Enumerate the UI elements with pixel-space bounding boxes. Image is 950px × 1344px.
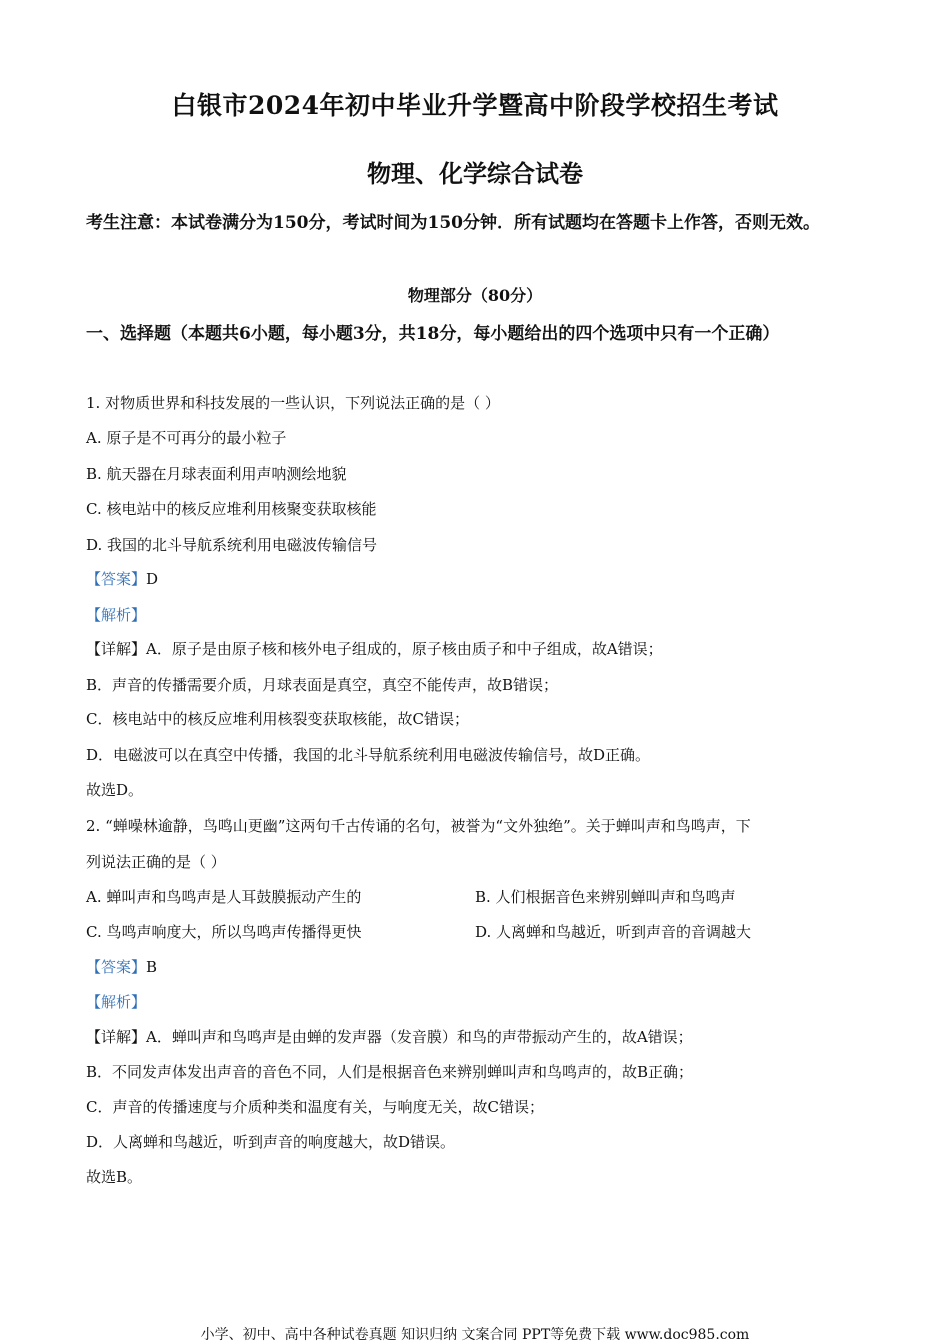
q1-option-c: C. 核电站中的核反应堆利用核聚变获取核能 — [86, 500, 377, 518]
part-heading: 一、选择题（本题共6小题，每小题3分，共18分，每小题给出的四个选项中只有一个正确） — [86, 324, 780, 344]
q1-detail-c: C．核电站中的核反应堆利用核裂变获取核能，故C错误； — [86, 710, 469, 728]
q2-detail-b: B．不同发声体发出声音的音色不同，人们是根据音色来辨别蝉叫声和鸟鸣声的，故B正确； — [86, 1063, 694, 1081]
exam-title: 白银市2024年初中毕业升学暨高中阶段学校招生考试 — [171, 91, 779, 120]
q1-option-b: B. 航天器在月球表面利用声呐测绘地貌 — [86, 465, 347, 483]
detail-text: A．蝉叫声和鸟鸣声是由蝉的发声器（发音膜）和鸟的声带振动产生的，故A错误； — [146, 1028, 693, 1046]
q2-detail-a — [86, 1027, 693, 1047]
detail-text: A．原子是由原子核和核外电子组成的，原子核由质子和中子组成，故A错误； — [146, 640, 663, 658]
q1-detail-d: D．电磁波可以在真空中传播，我国的北斗导航系统利用电磁波传输信号，故D正确。 — [86, 746, 651, 764]
answer-tag: 【答案】 — [86, 570, 147, 588]
answer-value: D — [146, 570, 159, 588]
q2-option-a: A. 蝉叫声和鸟鸣声是人耳鼓膜振动产生的 — [86, 888, 362, 906]
q1-conclusion: 故选D。 — [86, 781, 144, 799]
detail-tag: 【详解】 — [86, 1028, 147, 1046]
answer-value: B — [146, 958, 158, 976]
q2-option-c: C. 鸟鸣声响度大，所以鸟鸣声传播得更快 — [86, 923, 362, 941]
q1-option-d: D. 我国的北斗导航系统利用电磁波传输信号 — [86, 536, 378, 554]
q2-detail-d: D．人离蝉和鸟越近，听到声音的响度越大，故D错误。 — [86, 1133, 456, 1151]
q1-stem: 1. 对物质世界和科技发展的一些认识，下列说法正确的是（ ） — [86, 394, 500, 412]
q1-option-a: A. 原子是不可再分的最小粒子 — [86, 429, 287, 447]
section-title: 物理部分（80分） — [407, 286, 543, 305]
q2-option-d: D. 人离蝉和鸟越近，听到声音的音调越大 — [475, 923, 752, 941]
q2-answer — [86, 957, 157, 977]
exam-subtitle: 物理、化学综合试卷 — [367, 159, 583, 188]
candidate-notice: 考生注意：本试卷满分为150分，考试时间为150分钟．所有试题均在答题卡上作答，否则无效。 — [86, 213, 820, 233]
q2-stem-line2: 列说法正确的是（ ） — [86, 853, 226, 871]
q1-detail-b: B．声音的传播需要介质，月球表面是真空，真空不能传声，故B错误； — [86, 676, 559, 694]
answer-tag: 【答案】 — [86, 958, 147, 976]
q2-analysis-tag: 【解析】 — [86, 993, 147, 1011]
q2-detail-c: C．声音的传播速度与介质种类和温度有关，与响度无关，故C错误； — [86, 1098, 544, 1116]
detail-tag: 【详解】 — [86, 640, 147, 658]
q2-option-b: B. 人们根据音色来辨别蝉叫声和鸟鸣声 — [475, 888, 736, 906]
footer-text: 小学、初中、高中各种试卷真题 知识归纳 文案合同 PPT等免费下载 www.doc985.com — [200, 1327, 750, 1343]
q2-conclusion: 故选B。 — [86, 1168, 143, 1186]
q2-stem-line1: 2. “蝉噪林逾静，鸟鸣山更幽”这两句千古传诵的名句，被誉为“文外独绝”。关于蝉叫声和鸟鸣声，下 — [86, 817, 751, 835]
q1-analysis-tag: 【解析】 — [86, 606, 147, 624]
q1-detail-a — [86, 639, 663, 659]
q1-answer — [86, 569, 158, 589]
